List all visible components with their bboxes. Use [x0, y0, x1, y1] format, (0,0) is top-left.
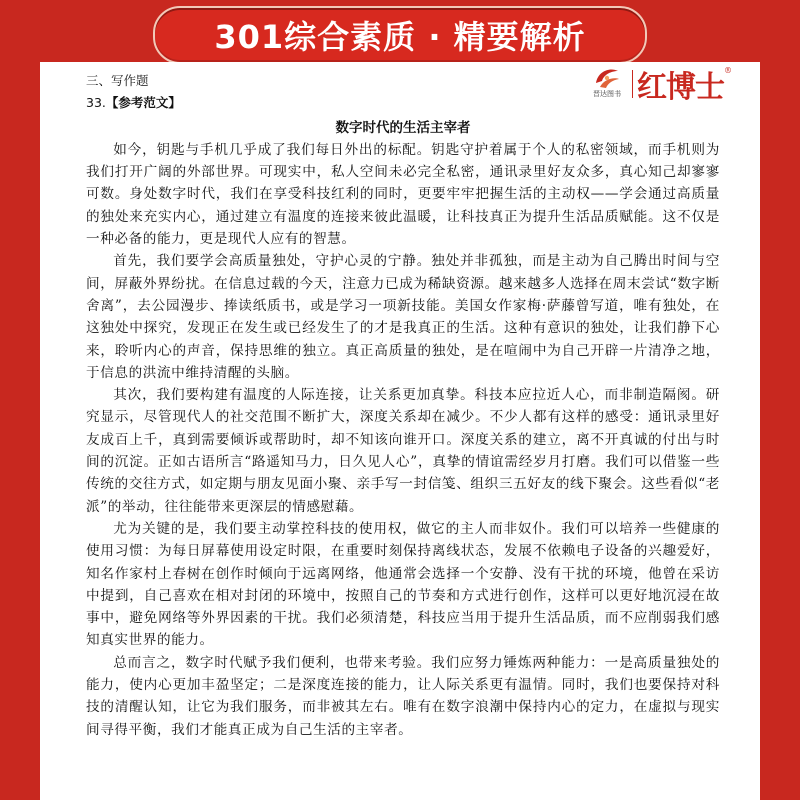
- essay-paragraph: 如今，钥匙与手机几乎成了我们每日外出的标配。钥匙守护着属于个人的私密领域，而手机则为我们打开广阔的外部世界。可现实中，私人空间未必完全私密，通讯录里好友众多，真心知己却寥寥可数。身处数字时代，我们在享受科技红利的同时，更要牢牢把握生活的主动权——学会通过高质量的独处来充实内心，通过建立有温度的连接来彼此温暖，让科技真正为提升生活品质赋能。这不仅是一种必备的能力，更是现代人应有的智慧。: [86, 141, 720, 248]
- essay-paragraph: 总而言之，数字时代赋予我们便利，也带来考验。我们应努力锤炼两种能力：一是高质量独处的能力，使内心更加丰盈坚定；二是深度连接的能力，让人际关系更有温情。同时，我们也要保持对科技的清醒认知，让它为我们服务，而非被其左右。唯有在数字浪潮中保持内心的定力，在虚拟与现实间寻得平衡，我们才能真正成为自己生活的主宰者。: [86, 654, 720, 738]
- essay-title: 数字时代的生活主宰者: [335, 119, 471, 136]
- document-content: [86, 70, 720, 741]
- question-number: 33.: [86, 95, 106, 111]
- essay-paragraph: 其次，我们要构建有温度的人际连接，让关系更加真挚。科技本应拉近人心，而非制造隔阂。研究显示，尽管现代人的社交范围不断扩大，深度关系却在减少。不少人都有这样的感受：通讯录里好友成百上千，真到需要倾诉或帮助时，却不知该向谁开口。深度关系的建立，离不开真诚的付出与时间的沉淀。正如古语所言“路遥知马力，日久见人心”，真挚的情谊需经岁月打磨。我们可以借鉴一些传统的交往方式，如定期与朋友见面小聚、亲手写一封信笺、组织三五好友的线下聚会。这些看似“老派”的举动，往往能带来更深层的情感慰藉。: [86, 387, 720, 515]
- essay-paragraph: 尤为关键的是，我们要主动掌控科技的使用权，做它的主人而非奴仆。我们可以培养一些健康的使用习惯：为每日屏幕使用设定时限，在重要时刻保持离线状态，发展不依赖电子设备的兴趣爱好，知名作家村上春树在创作时倾向于远离网络，他通常会选择一个安静、没有干扰的环境，他曾在采访中提到，自己喜欢在相对封闭的环境中，按照自己的节奏和方式进行创作，这样可以更好地沉浸在故事中，避免网络等外界因素的干扰。我们必须清楚，科技应当用于提升生活品质，而不应削弱我们感知真实世界的能力。: [86, 520, 720, 649]
- essay-paragraph: 首先，我们要学会高质量独处，守护心灵的宁静。独处并非孤独，而是主动为自己腾出时间与空间，屏蔽外界纷扰。在信息过载的今天，注意力已成为稀缺资源。越来越多人选择在周末尝试“数字断舍离”，去公园漫步、捧读纸质书，或是学习一项新技能。美国女作家梅·萨藤曾写道，唯有独处，在这独处中探究，发现正在发生或已经发生了的才是我真正的生活。这种有意识的独处，让我们静下心来，聆听内心的声音，保持思维的独立。真正高质量的独处，是在喧闹中为自己开辟一片清净之地，于信息的洪流中维持清醒的头脑。: [86, 253, 720, 381]
- question-label: 【参考范文】: [105, 95, 181, 111]
- section-heading: 三、写作题: [86, 73, 149, 88]
- banner-title: 301综合素质 · 精要解析: [153, 6, 647, 64]
- logo-brand-name: 红博士: [637, 70, 724, 105]
- logo-subtext: 晋达图书: [593, 90, 621, 98]
- header-banner: [0, 0, 800, 62]
- document-page: [40, 62, 760, 800]
- registered-mark-icon: ®: [724, 66, 732, 75]
- question-header: [86, 92, 720, 114]
